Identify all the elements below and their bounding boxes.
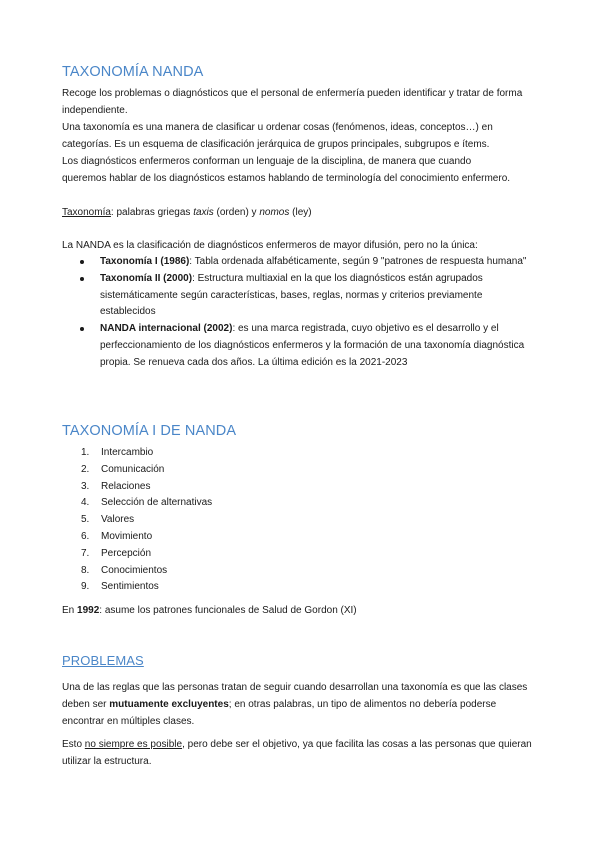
item-number: 5. [81,514,90,526]
list-item [81,546,212,563]
list-item [81,529,212,546]
item-number: 1. [81,447,90,458]
heading-taxonomia-nanda: TAXONOMÍA NANDA [62,64,204,80]
list-item [81,512,212,529]
term-taxonomia: Taxonomía [62,207,111,218]
paragraph-definition: Una taxonomía es una manera de clasificar u ordenar cosas (fenómenos, ideas, conceptos…) en categorías. Es un esquema de clasificación jerárquica de grupos principales, subgrupos e ítems. [62,122,493,150]
bullet-bold: Taxonomía I (1986) [100,256,190,267]
paragraph-gordon-note [62,602,532,619]
heading-taxonomia-i: TAXONOMÍA I DE NANDA [62,423,237,439]
bullet-text: : Tabla ordenada alfabéticamente, según 9 "patrones de respuesta humana" [189,256,527,267]
item-number: 7. [81,547,90,559]
item-number: 9. [81,581,90,593]
heading-problemas: PROBLEMAS [62,653,144,668]
bullet-taxonomia-ii [80,271,538,321]
item-number: 3. [81,480,90,492]
item-number: 6. [81,530,90,542]
list-item [81,445,212,462]
term-nomos: nomos [259,207,290,218]
paragraph-problemas-note [62,736,537,770]
bullet-dot [80,327,84,331]
item-label: Intercambio [101,447,154,458]
list-item [81,579,212,596]
etymology-text-3: (ley) [289,207,312,218]
bullet-text: : es una marca registrada, cuyo objetivo es el desarrollo y el perfeccionamiento de los diagnósticos enfermeros y la formación de una taxonomía diagnóstica propia. Se renueva cada dos años. La última edición es la 2021-2023 [100,323,525,368]
list-item [81,495,212,512]
item-number: 8. [81,564,90,576]
list-item [81,462,212,479]
item-label: Sentimientos [101,581,159,593]
item-number: 4. [81,497,90,509]
etymology-text-1: : palabras griegas [110,207,194,218]
paragraph-etymology [62,204,532,221]
bullet-dot [80,260,84,264]
term-taxis: taxis [193,207,214,218]
rule-text-1: Una de las reglas que las personas tratan de seguir cuando desarrollan una taxonomía es que las clases deben ser [62,682,528,710]
paragraph-nanda-intro: La NANDA es la clasificación de diagnósticos enfermeros de mayor difusión, pero no la única: [62,240,478,251]
term-mutuamente-excluyentes: mutuamente excluyentes [109,699,229,710]
bullet-dot [80,277,84,281]
item-label: Conocimientos [101,564,168,576]
note-text: : asume los patrones funcionales de Salud de Gordon (XI) [99,605,357,616]
item-label: Comunicación [101,463,165,475]
bullet-taxonomia-i [80,254,538,271]
item-label: Valores [101,514,135,526]
list-item [81,563,212,580]
etymology-text-2: (orden) y [213,207,260,218]
list-item [81,479,212,496]
domain-numbered-list [81,445,212,596]
term-no-siempre: no siempre es posible [84,739,183,750]
rule-text-2: ; en otras palabras, un tipo de alimentos no debería poderse encontrar en múltiples clases. [62,699,497,727]
item-label: Percepción [101,547,152,559]
item-label: Relaciones [101,480,151,492]
note-text-1: Esto [62,739,85,750]
note-year: 1992 [77,605,100,616]
item-label: Movimiento [101,530,153,542]
paragraph-problemas-rule [62,679,537,730]
bullet-bold: NANDA internacional (2002) [100,323,233,335]
paragraph-language: Los diagnósticos enfermeros conforman un lenguaje de la disciplina, de manera que cuando queremos hablar de los diagnósticos estamos hablando de terminología del conocimiento enfermero. [62,156,511,184]
note-prefix: En [62,605,78,616]
item-label: Selección de alternativas [101,497,213,509]
paragraph-intro: Recoge los problemas o diagnósticos que el personal de enfermería pueden identificar y tratar de forma independiente. [62,88,523,116]
bullet-bold: Taxonomía II (2000) [100,272,193,284]
note-text-2: , pero debe ser el objetivo, ya que facilita las cosas a las personas que quieran utilizar la estructura. [62,739,532,767]
bullet-nanda-internacional [80,321,538,371]
taxonomy-bullet-list [80,254,538,372]
bullet-text: : Estructura multiaxial en la que los diagnósticos están agrupados sistemáticamente según características, bases, reglas, normas y criterios previamente establecidos [100,272,483,318]
item-number: 2. [81,463,90,475]
